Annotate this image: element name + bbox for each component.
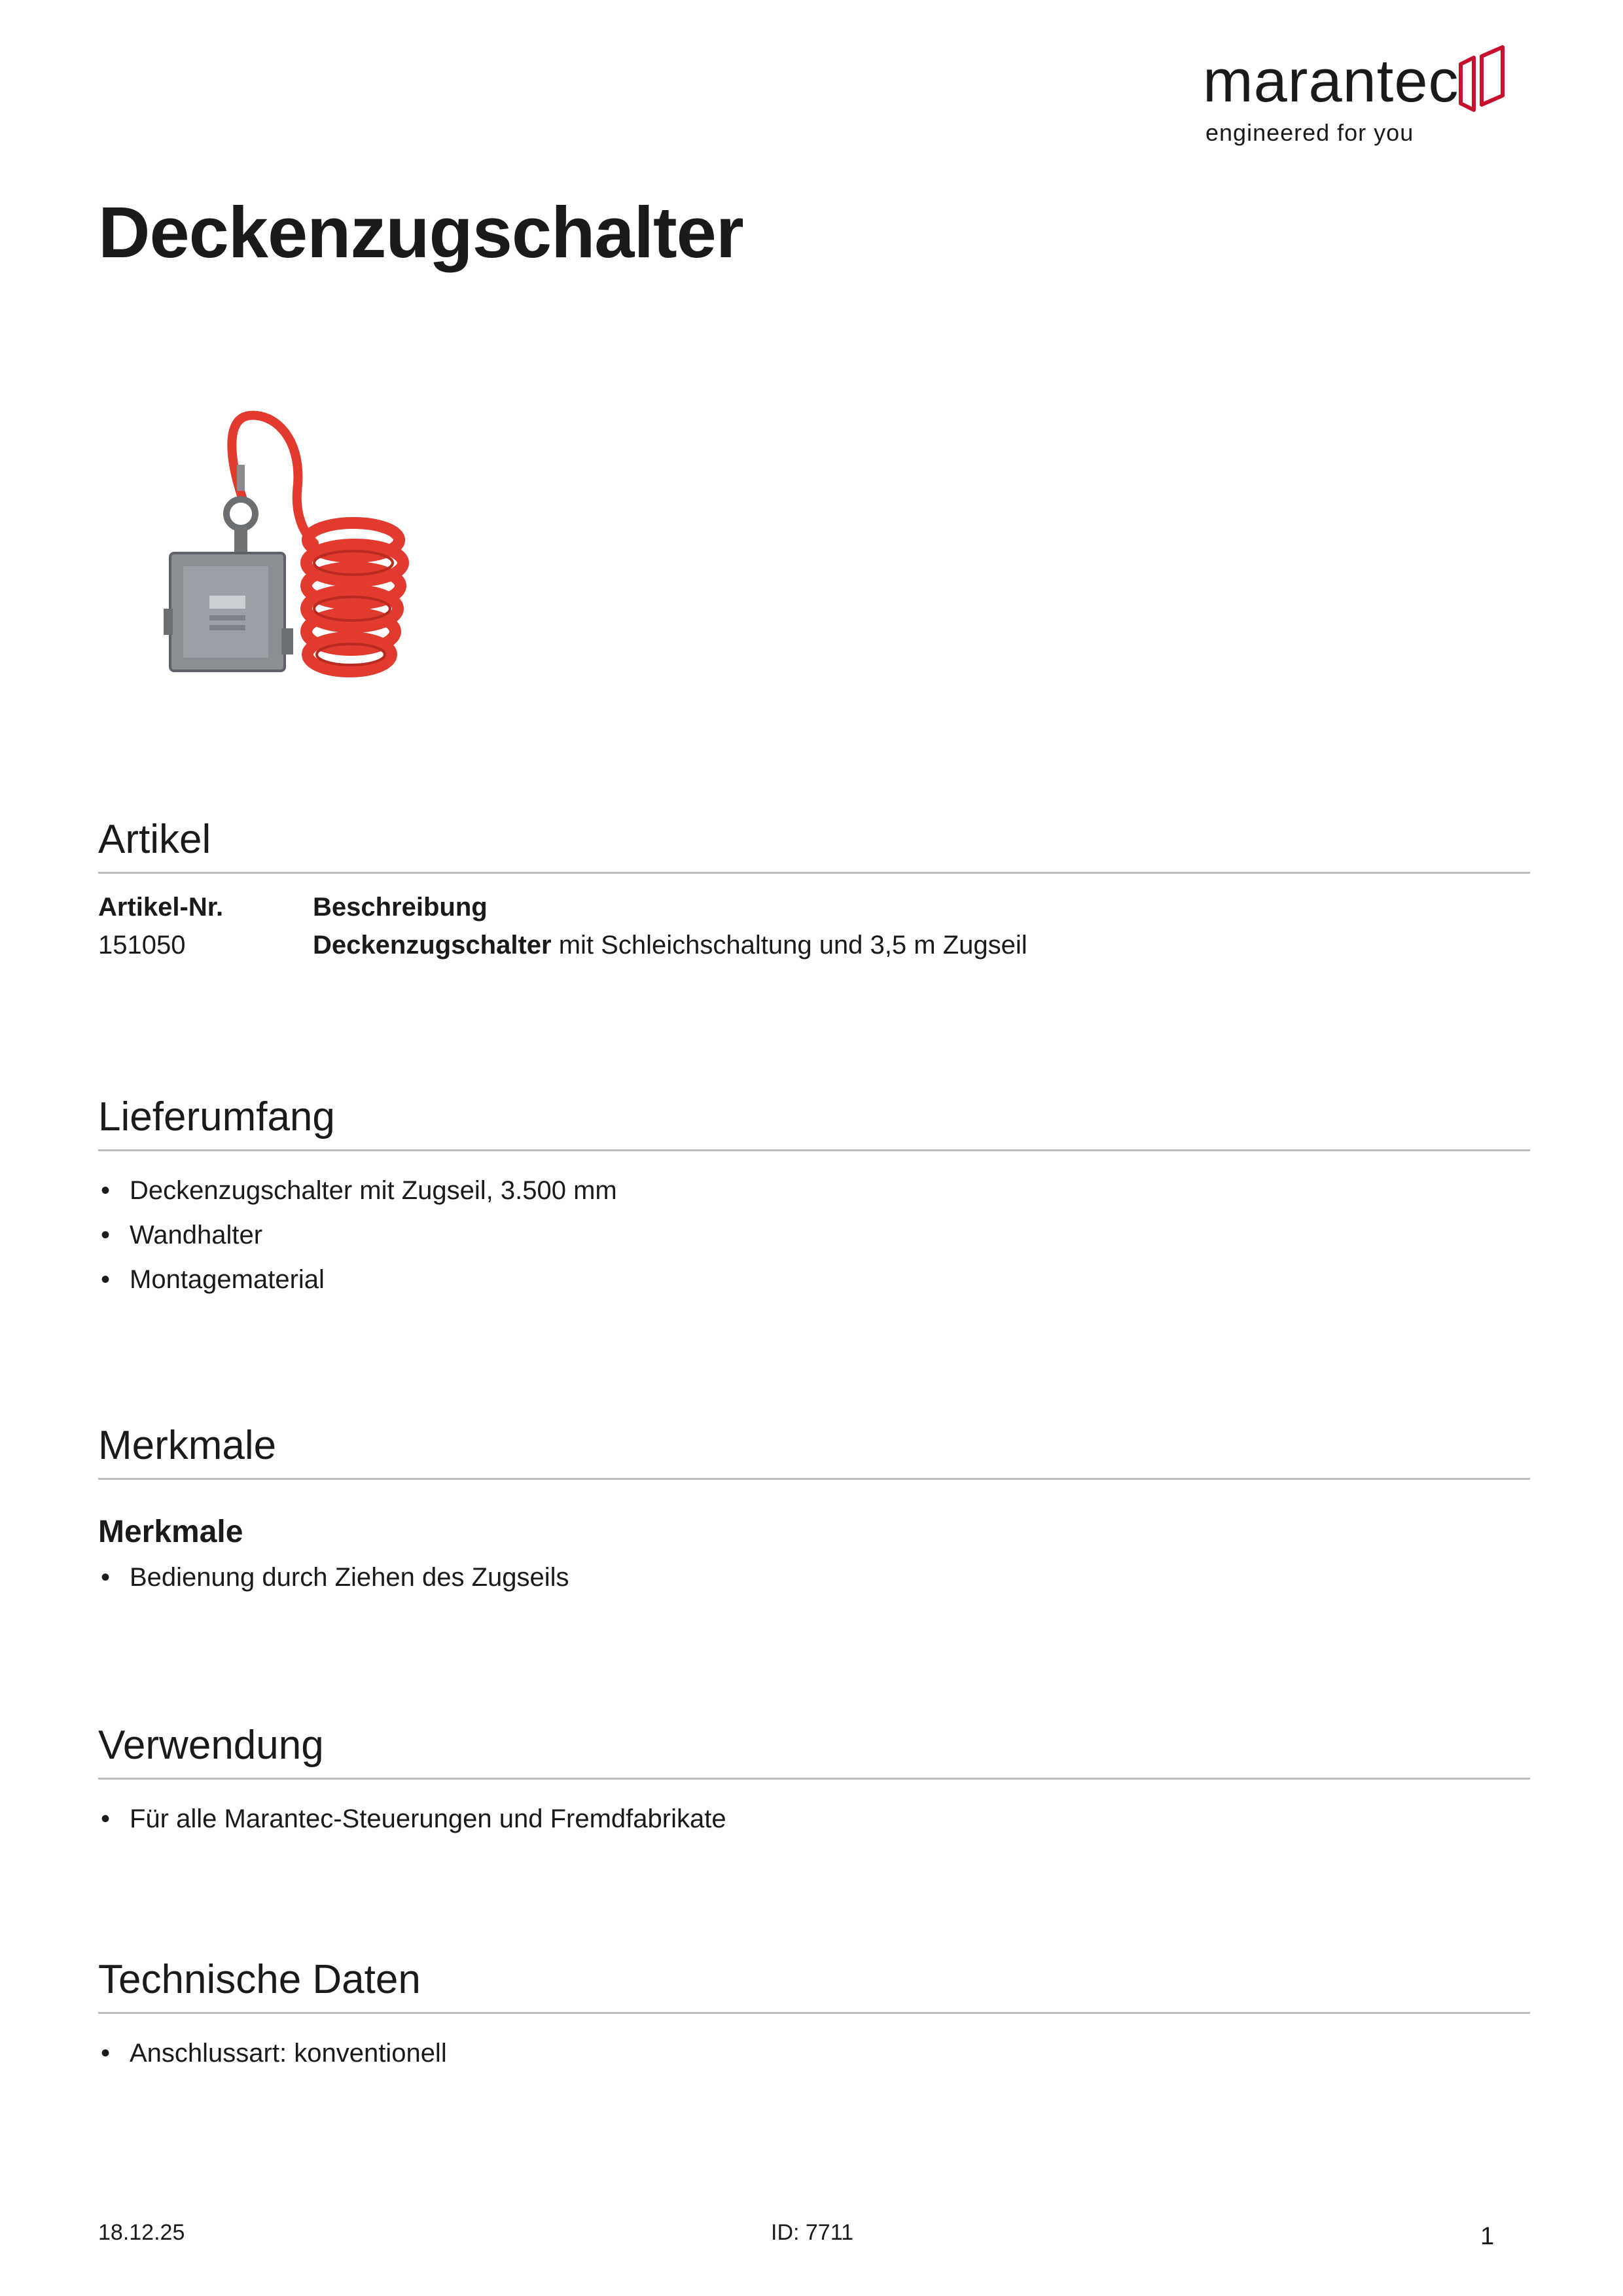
merkmale-subheading: Merkmale (98, 1515, 243, 1549)
brand-name: marantec (1203, 48, 1459, 115)
section-artikel (98, 819, 1530, 964)
brand-tagline: engineered for you (1205, 119, 1414, 146)
article-description (313, 931, 1027, 960)
marantec-logo-icon (1457, 45, 1507, 115)
list-item: • Anschlussart: konventionell (98, 2031, 1530, 2075)
list-item: • Für alle Marantec-Steuerungen und Fremdfabrikate (98, 1797, 1530, 1841)
brand-logo (1203, 45, 1504, 149)
section-lieferumfang (98, 1094, 1530, 1302)
section-verwendung (98, 1725, 1530, 1841)
section-heading-artikel: Artikel (98, 819, 1530, 874)
section-heading-merkmale: Merkmale (98, 1426, 1530, 1480)
section-heading-technische-daten: Technische Daten (98, 1960, 1530, 2014)
col-description: Beschreibung (313, 892, 488, 922)
section-heading-lieferumfang: Lieferumfang (98, 1097, 1530, 1151)
article-table-header (98, 888, 1530, 926)
list-item: • Wandhalter (98, 1213, 1530, 1257)
product-image (164, 399, 419, 694)
section-merkmale (98, 1423, 1530, 1600)
footer-id: ID: 7711 (771, 2220, 854, 2245)
section-technische-daten (98, 1957, 1530, 2075)
list-item: • Deckenzugschalter mit Zugseil, 3.500 mm (98, 1168, 1530, 1213)
footer-page-number: 1 (1480, 2223, 1495, 2250)
footer-date: 18.12.25 (98, 2220, 185, 2245)
page-title: Deckenzugschalter (98, 192, 743, 273)
article-table (98, 888, 1530, 964)
list-item: • Bedienung durch Ziehen des Zugseils (98, 1555, 1530, 1600)
section-heading-verwendung: Verwendung (98, 1725, 1530, 1780)
article-description-text: mit Schleichschaltung und 3,5 m Zugseil (558, 930, 1027, 960)
merkmale-list (98, 1555, 1530, 1600)
article-name: Deckenzugschalter (313, 930, 552, 960)
article-number: 151050 (98, 930, 186, 960)
col-article-number: Artikel-Nr. (98, 892, 224, 922)
technische-daten-list (98, 2031, 1530, 2075)
table-row (98, 926, 1530, 964)
verwendung-list (98, 1797, 1530, 1841)
list-item: • Montagematerial (98, 1257, 1530, 1302)
lieferumfang-list (98, 1168, 1530, 1302)
